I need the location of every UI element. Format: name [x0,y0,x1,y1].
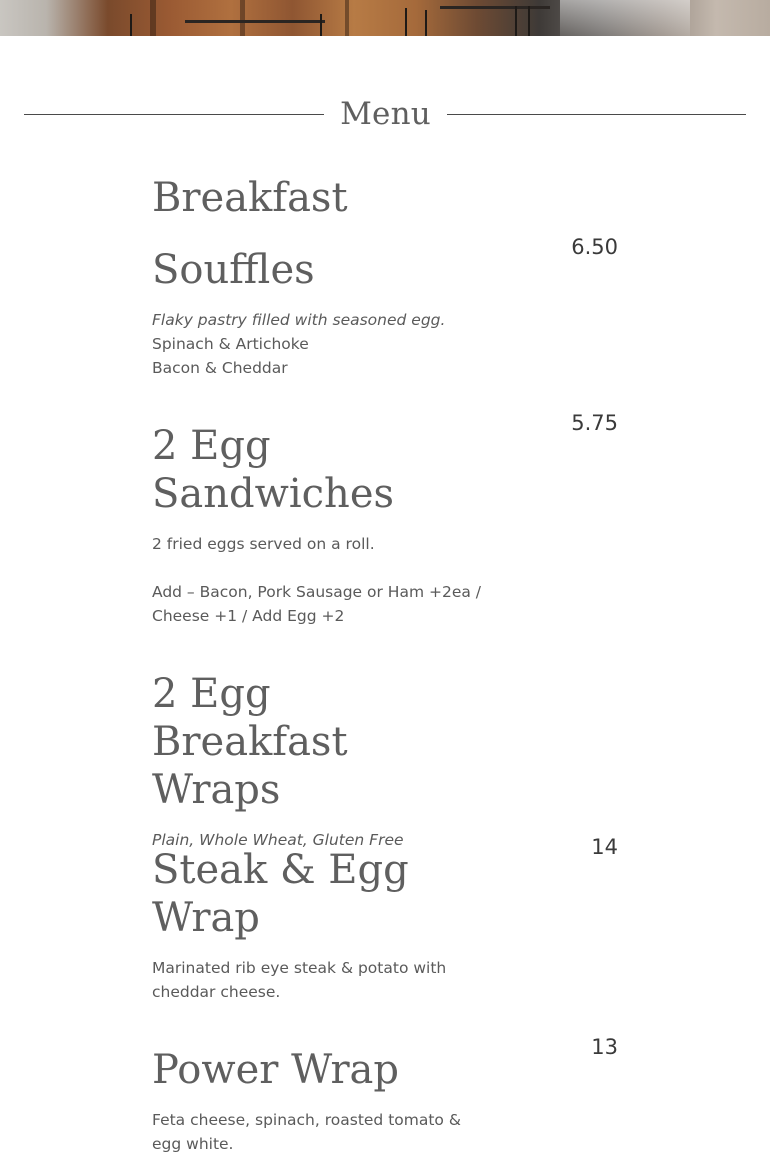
item-description-text: Flaky pastry filled with seasoned egg. [152,311,446,329]
menu-item-egg-sandwiches [152,411,622,628]
photo-detail [515,6,517,36]
menu-item-power-wrap [152,1035,622,1156]
photo-detail [345,0,349,36]
item-addons: Add – Bacon, Pork Sausage or Ham +2ea / Cheese +1 / Add Egg +2 [152,583,482,625]
item-description [152,956,452,1004]
item-name: Steak & Egg Wrap [152,847,409,941]
menu-heading [24,92,746,136]
menu-item-breakfast-wraps [152,670,622,852]
item-price: 13 [591,1035,618,1059]
item-name: 2 Egg Sandwiches [152,423,395,517]
item-description [152,1108,492,1156]
photo-detail [528,6,530,36]
divider-right [447,114,746,115]
item-description [152,308,492,380]
photo-detail [130,14,132,36]
item-price: 14 [591,835,618,859]
spacer [152,556,492,580]
photo-detail [405,8,407,36]
item-option: Spinach & Artichoke [152,335,309,353]
item-name: 2 Egg Breakfast Wraps [152,671,348,813]
photo-detail [185,20,325,23]
hero-photo [0,0,770,36]
item-name: Power Wrap [152,1047,400,1093]
item-description-text: Feta cheese, spinach, roasted tomato & egg white. [152,1111,461,1153]
item-description-text: Marinated rib eye steak & potato with cheddar cheese. [152,959,447,1001]
item-price: 6.50 [571,235,618,259]
photo-detail [320,14,322,36]
photo-detail [440,6,550,9]
item-description [152,532,492,628]
menu-title: Menu [340,96,431,132]
item-name: Souffles [152,247,315,293]
photo-detail [425,10,427,36]
photo-detail [560,0,690,36]
item-description-text: Plain, Whole Wheat, Gluten Free [152,831,404,849]
photo-detail [240,0,245,36]
item-option: Bacon & Cheddar [152,359,288,377]
divider-left [24,114,324,115]
item-price: 5.75 [571,411,618,435]
item-description-text: 2 fried eggs served on a roll. [152,535,375,553]
section-title-breakfast: Breakfast [152,175,348,221]
photo-detail [150,0,156,36]
menu-item-souffles [152,235,622,380]
